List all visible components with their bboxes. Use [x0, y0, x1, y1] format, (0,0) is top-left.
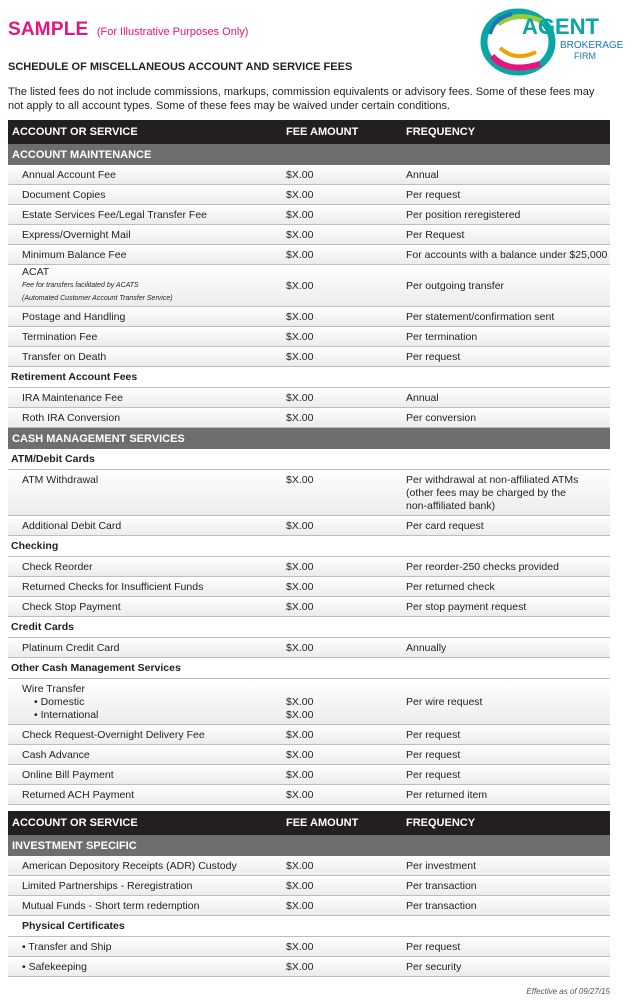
- column-header-row-2: [8, 811, 610, 835]
- fee-amount: $X.00: [286, 411, 314, 424]
- frequency: Per request: [406, 940, 461, 953]
- service-name: Online Bill Payment: [22, 768, 114, 781]
- col-service-header: ACCOUNT OR SERVICE: [12, 817, 138, 829]
- fee-amount: $X.00: [286, 279, 314, 292]
- service-name: Transfer on Death: [22, 350, 107, 363]
- frequency: Annual: [406, 168, 439, 181]
- frequency-line-1: Per withdrawal at non-affiliated ATMs: [406, 474, 579, 486]
- table-row: [8, 165, 610, 185]
- fee-amount: $X.00: [286, 600, 314, 613]
- fee-amount: $X.00: [286, 960, 314, 973]
- table-row: [8, 765, 610, 785]
- service-name: Returned ACH Payment: [22, 788, 135, 801]
- col-fee-header: FEE AMOUNT: [286, 817, 359, 829]
- sample-header: [8, 19, 248, 41]
- frequency: Per outgoing transfer: [406, 279, 505, 292]
- frequency-line-2: (other fees may be charged by the: [406, 487, 566, 499]
- fee-amount: $X.00: [286, 350, 314, 363]
- frequency: Per investment: [406, 859, 477, 872]
- frequency: For accounts with a balance under $25,000: [406, 248, 608, 261]
- col-frequency-header: FREQUENCY: [406, 817, 476, 829]
- frequency: Annual: [406, 391, 439, 404]
- fee-amount: $X.00: [286, 474, 314, 486]
- table-row: [8, 245, 610, 265]
- wire-label: Wire Transfer: [22, 683, 86, 695]
- table-row: [8, 557, 610, 577]
- subheading-checking: Checking: [8, 536, 610, 557]
- fee-amount: $X.00: [286, 580, 314, 593]
- acat-note-1: Fee for transfers facilitated by ACATS: [22, 282, 139, 289]
- table-row: [8, 516, 610, 536]
- frequency-line-3: non-affiliated bank): [406, 500, 496, 512]
- subheading-physical-certificates: Physical Certificates: [8, 916, 610, 937]
- logo-line1: BROKERAGE: [560, 40, 624, 51]
- subheading-atm: ATM/Debit Cards: [8, 449, 610, 470]
- subheading-other-cash: Other Cash Management Services: [8, 658, 610, 679]
- document-title: SCHEDULE OF MISCELLANEOUS ACCOUNT AND SERVICE FEES: [8, 61, 353, 73]
- service-name: Estate Services Fee/Legal Transfer Fee: [22, 208, 208, 221]
- table-row: [8, 745, 610, 765]
- frequency: Per request: [406, 188, 461, 201]
- sample-note: (For Illustrative Purposes Only): [96, 26, 249, 38]
- sample-label: SAMPLE: [8, 19, 89, 40]
- service-name: • Safekeeping: [22, 960, 87, 973]
- column-header-row: [8, 120, 610, 144]
- service-name: Document Copies: [22, 188, 106, 201]
- agent-brokerage-logo: [478, 4, 624, 76]
- service-name: Minimum Balance Fee: [22, 248, 127, 261]
- table-row-wire-transfer: [8, 679, 610, 725]
- fee-amount: $X.00: [286, 748, 314, 761]
- effective-date: Effective as of 09/27/15: [526, 987, 610, 996]
- table-row: [8, 185, 610, 205]
- subheading-retirement: Retirement Account Fees: [8, 367, 610, 388]
- col-fee-header: FEE AMOUNT: [286, 126, 359, 138]
- fee-amount: $X.00: [286, 728, 314, 741]
- frequency: Per stop payment request: [406, 600, 527, 613]
- fee-amount: $X.00: [286, 330, 314, 343]
- fee-amount: $X.00: [286, 188, 314, 201]
- service-name: Roth IRA Conversion: [22, 411, 121, 424]
- table-row: [8, 725, 610, 745]
- fee-amount: $X.00: [286, 391, 314, 404]
- table-row: [8, 388, 610, 408]
- service-name: Cash Advance: [22, 748, 90, 761]
- service-name: Platinum Credit Card: [22, 641, 120, 654]
- fee-amount: $X.00: [286, 248, 314, 261]
- table-row: [8, 307, 610, 327]
- frequency: [406, 683, 610, 709]
- frequency: Per request: [406, 728, 461, 741]
- fee-amount: $X.00: [286, 641, 314, 654]
- frequency: Per returned check: [406, 580, 495, 593]
- fee-amount: $X.00: [286, 560, 314, 573]
- table-row: [8, 785, 610, 805]
- section-investment-specific: INVESTMENT SPECIFIC: [8, 835, 610, 856]
- table-row: [8, 856, 610, 876]
- frequency: Per conversion: [406, 411, 477, 424]
- frequency: Per request: [406, 748, 461, 761]
- fee-amount: $X.00: [286, 310, 314, 323]
- table-row-atm-withdrawal: [8, 470, 610, 516]
- service-name: ATM Withdrawal: [22, 474, 99, 486]
- service-name: • Transfer and Ship: [22, 940, 112, 953]
- fee-amount: $X.00: [286, 228, 314, 241]
- table-row: [8, 408, 610, 428]
- frequency: Per card request: [406, 519, 484, 532]
- fee-amount: $X.00: [286, 168, 314, 181]
- service-name: Termination Fee: [22, 330, 98, 343]
- service-name: Additional Debit Card: [22, 519, 122, 532]
- col-frequency-header: FREQUENCY: [406, 126, 476, 138]
- frequency: Per position reregistered: [406, 208, 521, 221]
- fee-amount: $X.00: [286, 879, 314, 892]
- frequency: Per reorder-250 checks provided: [406, 560, 559, 573]
- logo-line2: FIRM: [574, 51, 596, 61]
- service-name: Postage and Handling: [22, 310, 126, 323]
- fee-amount: $X.00: [286, 899, 314, 912]
- service-name: [8, 683, 286, 722]
- service-name: [8, 266, 286, 305]
- table-row: [8, 327, 610, 347]
- service-name: Check Request-Overnight Delivery Fee: [22, 728, 205, 741]
- frequency: Annually: [406, 641, 447, 654]
- fee-amount: $X.00: [286, 788, 314, 801]
- table-row: [8, 577, 610, 597]
- service-name: Check Stop Payment: [22, 600, 121, 613]
- table-row: [8, 347, 610, 367]
- fee-amount: $X.00: [286, 859, 314, 872]
- fee-domestic: $X.00: [286, 696, 314, 708]
- table-row: [8, 957, 610, 977]
- service-name: American Depository Receipts (ADR) Custody: [22, 859, 237, 872]
- frequency: Per Request: [406, 228, 465, 241]
- service-name: Limited Partnerships - Reregistration: [22, 879, 193, 892]
- fee-amount: [286, 683, 406, 722]
- table-row: [8, 597, 610, 617]
- fee-amount: $X.00: [286, 208, 314, 221]
- wire-international: • International: [34, 709, 99, 721]
- service-name: Check Reorder: [22, 560, 93, 573]
- frequency: Per security: [406, 960, 462, 973]
- section-account-maintenance: ACCOUNT MAINTENANCE: [8, 144, 610, 165]
- frequency: Per request: [406, 768, 461, 781]
- frequency: Per returned item: [406, 788, 488, 801]
- service-name: IRA Maintenance Fee: [22, 391, 123, 404]
- table-row: [8, 205, 610, 225]
- table-row: [8, 638, 610, 658]
- intro-paragraph: The listed fees do not include commissions, markups, commission equivalents or advisory fees. Some of these fees may not apply to all account types. Some of these fees may be waived under certain conditions.: [8, 86, 595, 112]
- table-row: [8, 225, 610, 245]
- frequency: Per request: [406, 350, 461, 363]
- logo-word: AGENT: [522, 14, 599, 39]
- acat-note-2: (Automated Customer Account Transfer Service): [22, 295, 173, 302]
- frequency: Per termination: [406, 330, 478, 343]
- fee-schedule-table: [8, 120, 610, 977]
- wire-frequency: Per wire request: [406, 696, 483, 708]
- table-row: [8, 937, 610, 957]
- fee-amount: $X.00: [286, 519, 314, 532]
- fee-amount: $X.00: [286, 768, 314, 781]
- service-name: Mutual Funds - Short term redemption: [22, 899, 200, 912]
- wire-domestic: • Domestic: [34, 696, 85, 708]
- frequency: Per transaction: [406, 899, 477, 912]
- col-service-header: ACCOUNT OR SERVICE: [12, 126, 138, 138]
- acat-label: ACAT: [22, 266, 50, 278]
- section-cash-management: CASH MANAGEMENT SERVICES: [8, 428, 610, 449]
- frequency: [406, 474, 610, 513]
- fee-international: $X.00: [286, 709, 314, 721]
- service-name: Annual Account Fee: [22, 168, 116, 181]
- table-row: [8, 896, 610, 916]
- service-name: Express/Overnight Mail: [22, 228, 131, 241]
- frequency: Per statement/confirmation sent: [406, 310, 555, 323]
- fee-amount: $X.00: [286, 940, 314, 953]
- table-row: [8, 876, 610, 896]
- table-row-acat: [8, 265, 610, 307]
- frequency: Per transaction: [406, 879, 477, 892]
- service-name: Returned Checks for Insufficient Funds: [22, 580, 204, 593]
- subheading-credit-cards: Credit Cards: [8, 617, 610, 638]
